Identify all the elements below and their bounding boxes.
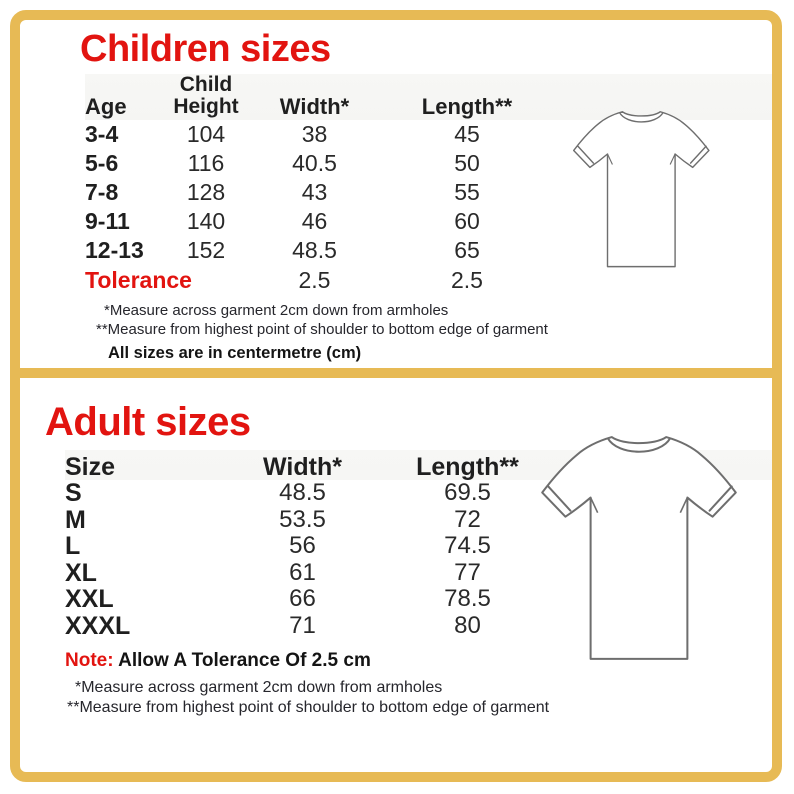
length-cell: 50 xyxy=(454,149,480,176)
adult-panel xyxy=(20,378,772,772)
height-cell: 152 xyxy=(186,236,226,263)
length-cell: 74.5 xyxy=(444,532,491,559)
children-col-width: Width* xyxy=(279,93,350,119)
tolerance-width-value: 2.5 xyxy=(298,266,331,293)
size-cell: L xyxy=(65,532,81,560)
adult-col-width: Width* xyxy=(263,452,342,481)
tshirt-illustration xyxy=(534,426,746,678)
length-cell: 55 xyxy=(454,178,480,205)
note-label: Note: xyxy=(65,650,114,671)
children-col-height: Child Height xyxy=(173,72,239,118)
age-cell: 12-13 xyxy=(85,236,144,263)
width-cell: 71 xyxy=(289,611,316,639)
length-cell: 69.5 xyxy=(444,479,491,506)
adult-col-size: Size xyxy=(65,452,116,481)
length-cell: 60 xyxy=(454,207,480,234)
children-col-length: Length** xyxy=(421,93,513,119)
size-cell: M xyxy=(65,505,86,534)
width-cell: 43 xyxy=(301,178,328,205)
age-cell: 5-6 xyxy=(85,149,119,176)
adult-footnotes xyxy=(65,678,772,718)
height-cell: 128 xyxy=(186,178,226,205)
width-cell: 56 xyxy=(289,532,316,559)
height-cell: 116 xyxy=(187,149,225,176)
footnote-width-measure: *Measure across garment 2cm down from armholes xyxy=(104,301,449,319)
tolerance-length-value: 2.5 xyxy=(451,266,483,293)
panel-divider xyxy=(20,368,772,378)
tshirt-illustration xyxy=(568,104,716,280)
height-cell: 104 xyxy=(186,120,226,147)
footnote-width-measure: *Measure across garment 2cm down from armholes xyxy=(75,679,443,696)
age-cell: 9-11 xyxy=(85,207,130,234)
children-title: Children sizes xyxy=(80,28,331,70)
size-cell: XXL xyxy=(65,585,114,613)
width-cell: 66 xyxy=(289,585,316,612)
footnote-length-measure: **Measure from highest point of shoulder to bottom edge of garment xyxy=(96,320,548,338)
length-cell: 45 xyxy=(454,120,480,147)
age-cell: 3-4 xyxy=(85,120,119,147)
size-cell: XL xyxy=(65,558,97,587)
length-cell: 80 xyxy=(454,611,481,639)
width-cell: 61 xyxy=(289,558,316,586)
units-note: All sizes are in centermetre (cm) xyxy=(108,343,362,362)
length-cell: 65 xyxy=(454,236,480,263)
width-cell: 48.5 xyxy=(279,479,326,506)
footnote-length-measure: **Measure from highest point of shoulder to bottom edge of garment xyxy=(67,699,550,716)
width-cell: 40.5 xyxy=(292,149,337,176)
length-cell: 78.5 xyxy=(444,585,491,612)
gold-frame xyxy=(10,10,782,782)
children-footnotes xyxy=(80,301,772,339)
size-cell: S xyxy=(65,479,82,507)
width-cell: 53.5 xyxy=(279,505,326,533)
height-cell: 140 xyxy=(186,207,226,234)
adult-title: Adult sizes xyxy=(45,400,251,444)
tolerance-label: Tolerance xyxy=(85,266,192,293)
age-cell: 7-8 xyxy=(85,178,119,205)
width-cell: 46 xyxy=(301,207,328,234)
size-cell: XXXL xyxy=(65,611,131,640)
adult-col-length: Length** xyxy=(416,452,519,481)
length-cell: 72 xyxy=(454,505,481,533)
width-cell: 38 xyxy=(301,120,328,147)
children-panel xyxy=(20,20,772,368)
note-text: Allow A Tolerance Of 2.5 cm xyxy=(118,650,371,671)
width-cell: 48.5 xyxy=(292,236,337,263)
children-col-age: Age xyxy=(85,93,127,119)
length-cell: 77 xyxy=(454,558,481,586)
